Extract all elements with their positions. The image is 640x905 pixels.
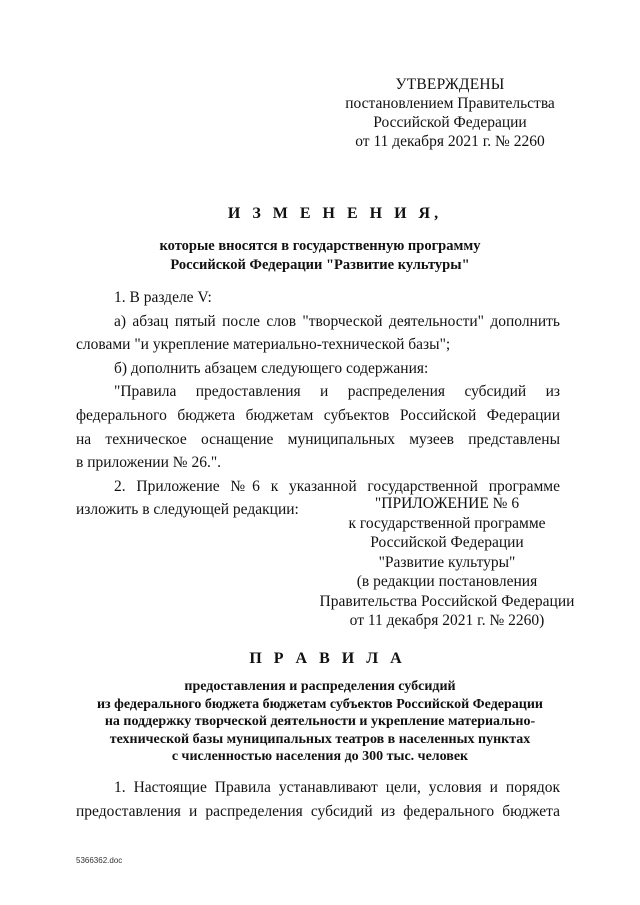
quoted-text-line: "Правила предоставления и распределения субсидий из (114, 383, 560, 401)
quoted-text-line: на техническое оснащение муниципальных музеев представлены (76, 430, 560, 448)
amendment-item-1b: б) дополнить абзацем следующего содержания: (114, 359, 429, 377)
subtitle-line: которые вносятся в государственную программу (159, 238, 481, 254)
rules-subtitle-line: на поддержку творческой деятельности и укрепление материально- (104, 714, 536, 729)
approval-date-number: от 11 декабря 2021 г. № 2260 (355, 133, 545, 150)
rules-title-block (0, 650, 640, 766)
rules-subtitle (0, 678, 640, 766)
amendment-item-2-cont: изложить в следующей редакции: (76, 501, 299, 519)
amendment-item-1a: а) абзац пятый после слов "творческой деятельности" дополнить (114, 312, 560, 330)
annex-line: Правительства Российской Федерации (319, 592, 575, 610)
annex-line: от 11 декабря 2021 г. № 2260) (349, 612, 545, 629)
document-title-block (0, 205, 640, 275)
approval-heading: УТВЕРЖДЕНЫ (395, 76, 505, 93)
quoted-text-line: федерального бюджета бюджетам субъектов Российской Федерации (76, 406, 560, 424)
document-title: И З М Е Н Е Н И Я, (227, 205, 443, 222)
amendment-item-1a-cont: словами "и укрепление материально-технической базы"; (76, 336, 451, 354)
rules-paragraph-line: предоставления и распределения субсидий из федерального бюджета (76, 802, 560, 820)
document-subtitle (0, 237, 640, 275)
annex-line: к государственной программе (348, 514, 546, 532)
rules-subtitle-line: из федерального бюджета бюджетам субъектов Российской Федерации (96, 696, 543, 712)
rules-subtitle-line: предоставления и распределения субсидий (184, 679, 456, 694)
approval-stamp (330, 75, 570, 151)
rules-paragraph-line: 1. Настоящие Правила устанавливают цели, условия и порядок (114, 779, 560, 796)
rules-title: П Р А В И Л А (249, 650, 406, 667)
annex-title: "ПРИЛОЖЕНИЕ № 6 (374, 495, 520, 512)
amendment-item-2: 2. Приложение №6 к указанной государственной программе (114, 477, 560, 495)
amendment-item-1: 1. В разделе V: (114, 289, 212, 306)
quoted-text-line: в приложении № 26.". (76, 454, 222, 472)
annex-line: "Развитие культуры" (378, 553, 516, 571)
rules-subtitle-line: с численностью населения до 300 тыс. человек (171, 749, 469, 764)
rules-body (76, 776, 560, 823)
approval-line: постановлением Правительства (345, 95, 555, 112)
subtitle-line: Российской Федерации "Развитие культуры" (170, 257, 470, 273)
annex-line: (в редакции постановления (356, 573, 538, 590)
footer-filename: 5366362.doc (76, 856, 123, 865)
annex-header (292, 494, 602, 631)
annex-line: Российской Федерации (370, 534, 524, 551)
amendments-body (76, 286, 560, 522)
rules-subtitle-line: технической базы муниципальных театров в населенных пунктах (109, 731, 531, 747)
approval-line: Российской Федерации (373, 114, 527, 131)
